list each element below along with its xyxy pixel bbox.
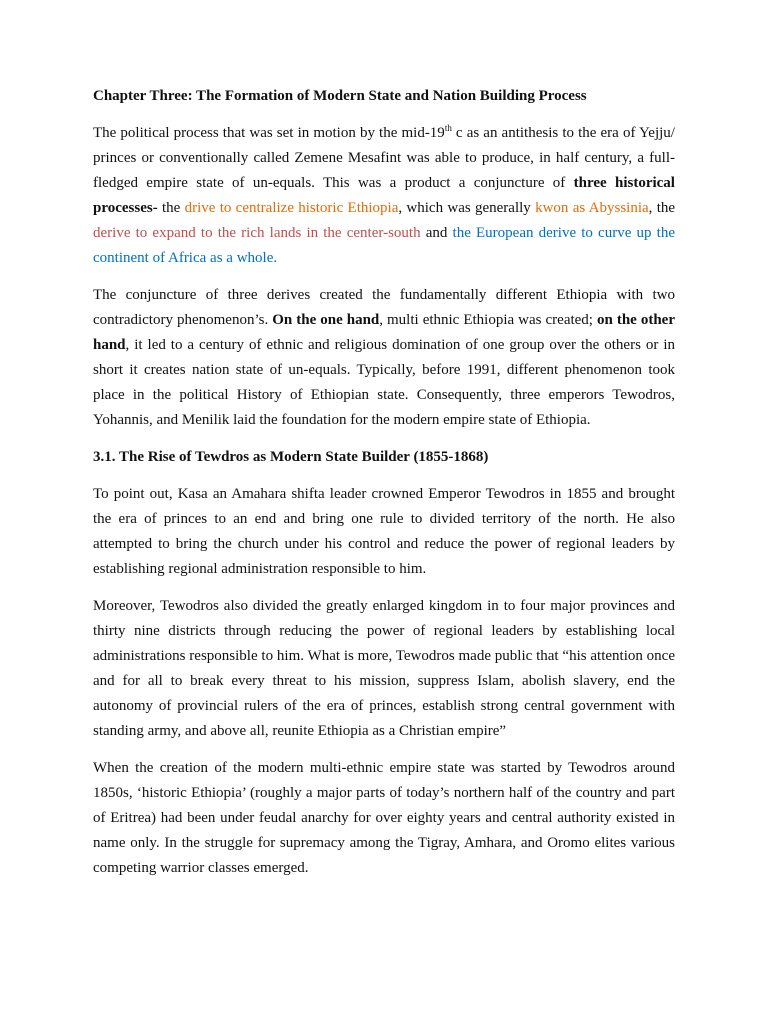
- chapter-heading: Chapter Three: The Formation of Modern State and Nation Building Process: [93, 88, 587, 104]
- p2-bold-other-hand: on the other hand: [93, 312, 675, 353]
- p1-highlight-expand: derive to expand to the rich lands in the center-south: [93, 225, 421, 241]
- p1-highlight-european: the European derive to curve up the continent of Africa as a whole.: [93, 225, 675, 266]
- p2-text-3: , it led to a century of ethnic and religious domination of one group over the others or in short it creates nation state of un-equals. Typically, before 1991, different phenomenon took place in the political History of Ethiopian state. Consequently, three emperors Tewodros, Yohannis, and Menilik laid the foundation for the modern empire state of Ethiopia.: [93, 337, 675, 428]
- section-heading: 3.1. The Rise of Tewdros as Modern State Builder (1855-1868): [93, 449, 489, 465]
- p1-text-2: c as an antithesis to the era of Yejju/ princes or conventionally called Zemene Mesafint was able to produce, in half century, a full-fledged empire state of un-equals. This was a product a conjuncture of: [93, 125, 675, 191]
- p1-text-4: , which was generally: [398, 200, 536, 216]
- p1-highlight-abyssinia: kwon as Abyssinia: [535, 200, 649, 216]
- document-page: [93, 84, 675, 893]
- p2-text-1: The conjuncture of three derives created the fundamentally different Ethiopia with two contradictory phenomenon’s.: [93, 287, 675, 328]
- p1-text-6: and: [420, 225, 453, 241]
- p1-text-3: the: [157, 200, 185, 216]
- p2-text-2: , multi ethnic Ethiopia was created;: [379, 312, 597, 328]
- p2-bold-one-hand: On the one hand: [272, 312, 380, 328]
- paragraph-2: [93, 283, 675, 433]
- p1-superscript: th: [444, 123, 452, 133]
- p1-highlight-centralize: drive to centralize historic Ethiopia: [184, 200, 399, 216]
- p1-bold-phrase: three historical processes-: [93, 175, 675, 216]
- paragraph-1: [93, 121, 675, 271]
- p1-text-1: The political process that was set in motion by the mid-19: [93, 125, 445, 141]
- paragraph-5: When the creation of the modern multi-ethnic empire state was started by Tewodros around 1850s, ‘historic Ethiopia’ (roughly a major parts of today’s northern half of the country and part of Eritrea) had been under feudal anarchy for over eighty years and central authority existed in name only. In the struggle for supremacy among the Tigray, Amhara, and Oromo elites various competing warrior classes emerged.: [93, 760, 675, 876]
- paragraph-3: To point out, Kasa an Amahara shifta leader crowned Emperor Tewodros in 1855 and brought the era of princes to an end and bring one rule to divided territory of the north. He also attempted to bring the church under his control and reduce the power of regional leaders by establishing regional administration responsible to him.: [93, 486, 675, 577]
- paragraph-4: Moreover, Tewodros also divided the greatly enlarged kingdom in to four major provinces and thirty nine districts through reducing the power of regional leaders by establishing local administrations responsible to him. What is more, Tewodros made public that “his attention once and for all to break every threat to his mission, suppress Islam, abolish slavery, end the autonomy of provincial rulers of the era of princes, establish strong central government with standing army, and above all, reunite Ethiopia as a Christian empire”: [93, 598, 675, 739]
- p1-text-5: , the: [648, 200, 676, 216]
